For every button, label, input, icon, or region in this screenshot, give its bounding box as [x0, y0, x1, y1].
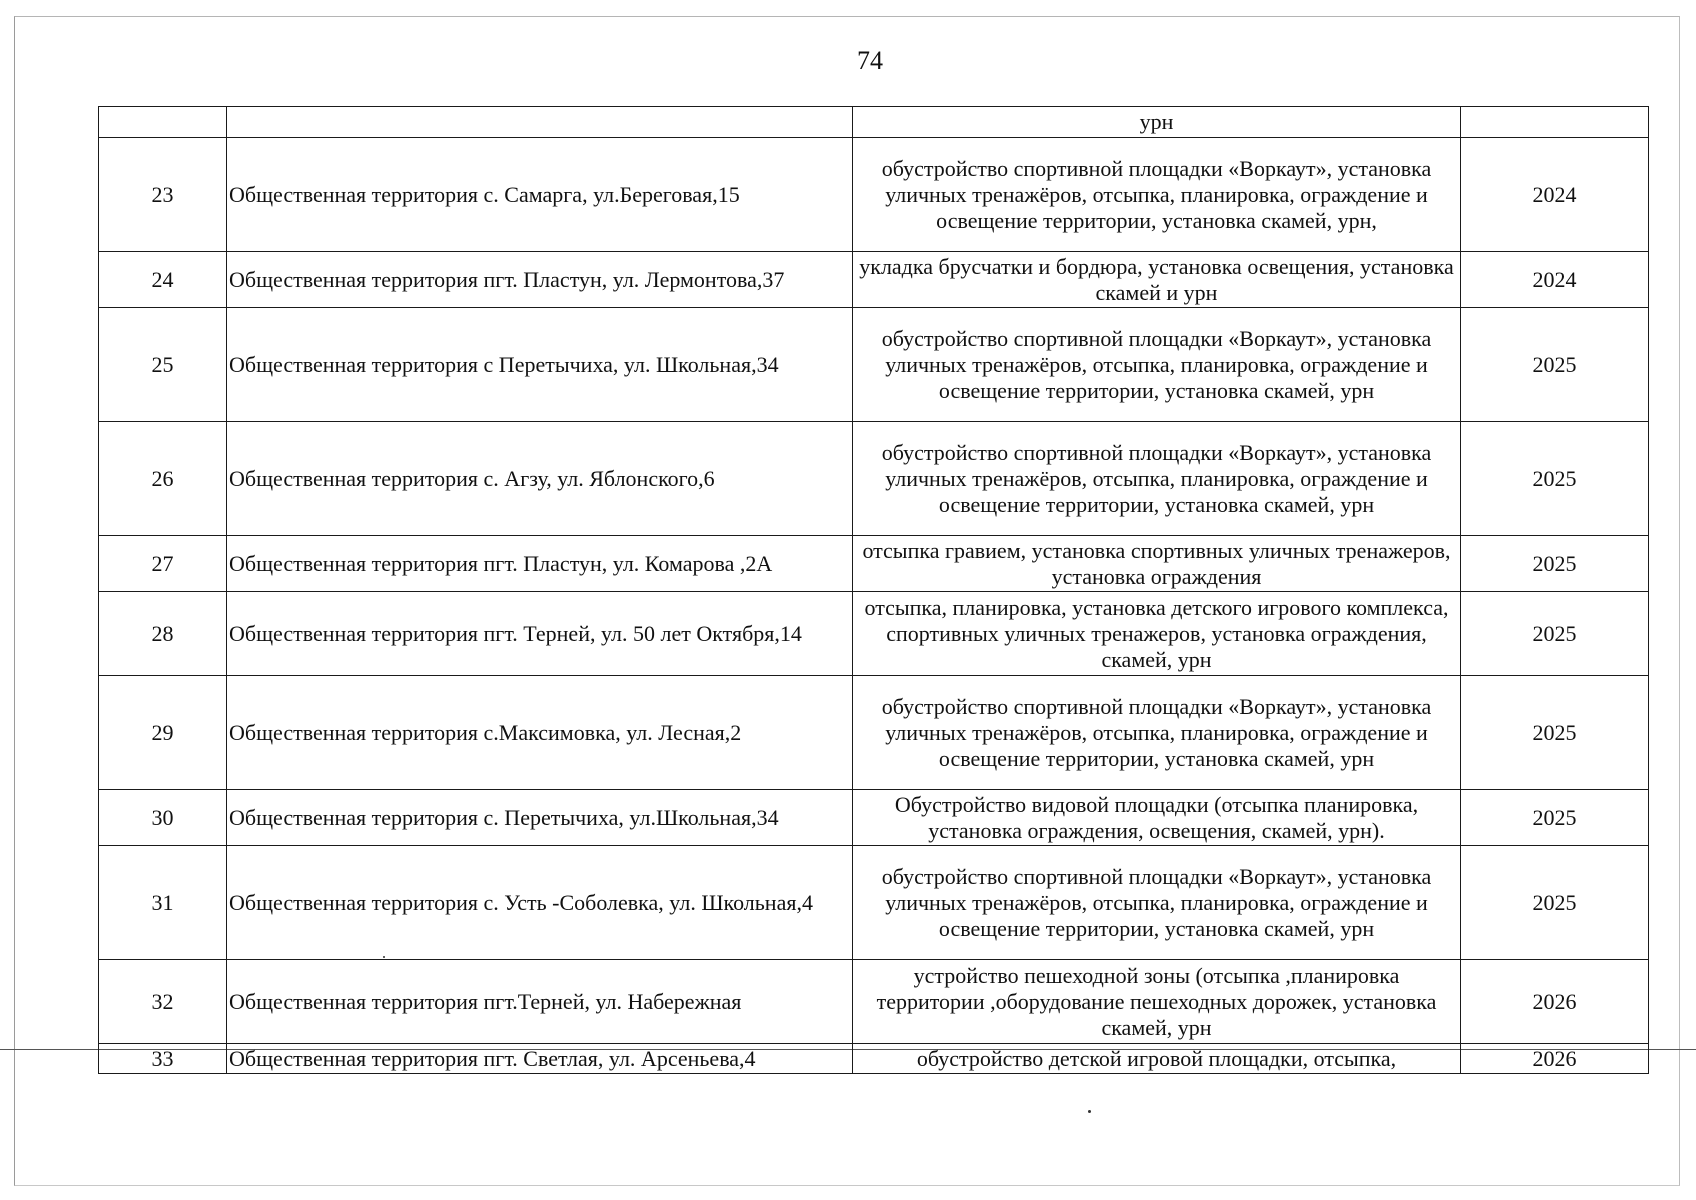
works-cell: устройство пешеходной зоны (отсыпка ,планировка территории ,оборудование пешеходных дорожек, установка скамей, урн [853, 960, 1461, 1044]
row-number-cell: 26 [99, 422, 227, 536]
works-cell: урн [853, 107, 1461, 138]
table-row [99, 790, 1649, 846]
table-row [99, 960, 1649, 1044]
row-number-cell: 25 [99, 308, 227, 422]
territory-name-cell: Общественная территория с. Усть -Соболевка, ул. Школьная,4 [227, 846, 853, 960]
territory-name-cell [227, 107, 853, 138]
territory-name-cell: Общественная территория пгт. Пластун, ул. Лермонтова,37 [227, 252, 853, 308]
works-cell: Обустройство видовой площадки (отсыпка планировка, установка ограждения, освещения, скамей, урн). [853, 790, 1461, 846]
row-number-cell [99, 107, 227, 138]
year-cell: 2025 [1461, 422, 1649, 536]
works-cell: обустройство спортивной площадки «Воркаут», установка уличных тренажёров, отсыпка, планировка, ограждение и освещение территории, установка скамей, урн, [853, 138, 1461, 252]
year-cell: 2025 [1461, 676, 1649, 790]
territory-name-cell: Общественная территория пгт. Терней, ул. 50 лет Октября,14 [227, 592, 853, 676]
works-cell: отсыпка гравием, установка спортивных уличных тренажеров, установка ограждения [853, 536, 1461, 592]
scan-speck [383, 956, 385, 958]
row-number-cell: 31 [99, 846, 227, 960]
row-number-cell: 33 [99, 1044, 227, 1074]
row-number-cell: 27 [99, 536, 227, 592]
table-row [99, 422, 1649, 536]
territory-name-cell: Общественная территория с Перетычиха, ул. Школьная,34 [227, 308, 853, 422]
year-cell: 2025 [1461, 308, 1649, 422]
page-number: 74 [857, 46, 883, 75]
works-cell: обустройство детской игровой площадки, отсыпка, [853, 1044, 1461, 1074]
table-row [99, 138, 1649, 252]
row-number-cell: 30 [99, 790, 227, 846]
table-row [99, 252, 1649, 308]
territory-name-cell: Общественная территория пгт. Светлая, ул. Арсеньева,4 [227, 1044, 853, 1074]
table-row [99, 676, 1649, 790]
table-row [99, 308, 1649, 422]
year-cell: 2026 [1461, 960, 1649, 1044]
territory-name-cell: Общественная территория с. Перетычиха, ул.Школьная,34 [227, 790, 853, 846]
table-row [99, 846, 1649, 960]
works-cell: обустройство спортивной площадки «Воркаут», установка уличных тренажёров, отсыпка, планировка, ограждение и освещение территории, установка скамей, урн [853, 846, 1461, 960]
row-number-cell: 32 [99, 960, 227, 1044]
year-cell: 2025 [1461, 592, 1649, 676]
works-cell: отсыпка, планировка, установка детского игрового комплекса, спортивных уличных тренажеров, установка ограждения, скамей, урн [853, 592, 1461, 676]
row-number-cell: 24 [99, 252, 227, 308]
table-row [99, 592, 1649, 676]
year-cell: 2025 [1461, 790, 1649, 846]
works-cell: обустройство спортивной площадки «Воркаут», установка уличных тренажёров, отсыпка, планировка, ограждение и освещение территории, установка скамей, урн [853, 422, 1461, 536]
table-row [99, 107, 1649, 138]
row-number-cell: 29 [99, 676, 227, 790]
year-cell: 2024 [1461, 252, 1649, 308]
works-cell: обустройство спортивной площадки «Воркаут», установка уличных тренажёров, отсыпка, планировка, ограждение и освещение территории, установка скамей, урн [853, 676, 1461, 790]
year-cell: 2026 [1461, 1044, 1649, 1074]
territory-name-cell: Общественная территория с.Максимовка, ул. Лесная,2 [227, 676, 853, 790]
year-cell: 2024 [1461, 138, 1649, 252]
table-row [99, 536, 1649, 592]
year-cell: 2025 [1461, 846, 1649, 960]
works-cell: обустройство спортивной площадки «Воркаут», установка уличных тренажёров, отсыпка, планировка, ограждение и освещение территории, установка скамей, урн [853, 308, 1461, 422]
objects-table [98, 106, 1649, 1074]
territory-name-cell: Общественная территория пгт.Терней, ул. Набережная [227, 960, 853, 1044]
territory-name-cell: Общественная территория с. Агзу, ул. Яблонского,6 [227, 422, 853, 536]
territory-name-cell: Общественная территория пгт. Пластун, ул. Комарова ,2А [227, 536, 853, 592]
row-number-cell: 23 [99, 138, 227, 252]
row-number-cell: 28 [99, 592, 227, 676]
territory-name-cell: Общественная территория с. Самарга, ул.Береговая,15 [227, 138, 853, 252]
table-row [99, 1044, 1649, 1074]
works-cell: укладка брусчатки и бордюра, установка освещения, установка скамей и урн [853, 252, 1461, 308]
scan-speck [1088, 1110, 1091, 1113]
year-cell: 2025 [1461, 536, 1649, 592]
year-cell [1461, 107, 1649, 138]
